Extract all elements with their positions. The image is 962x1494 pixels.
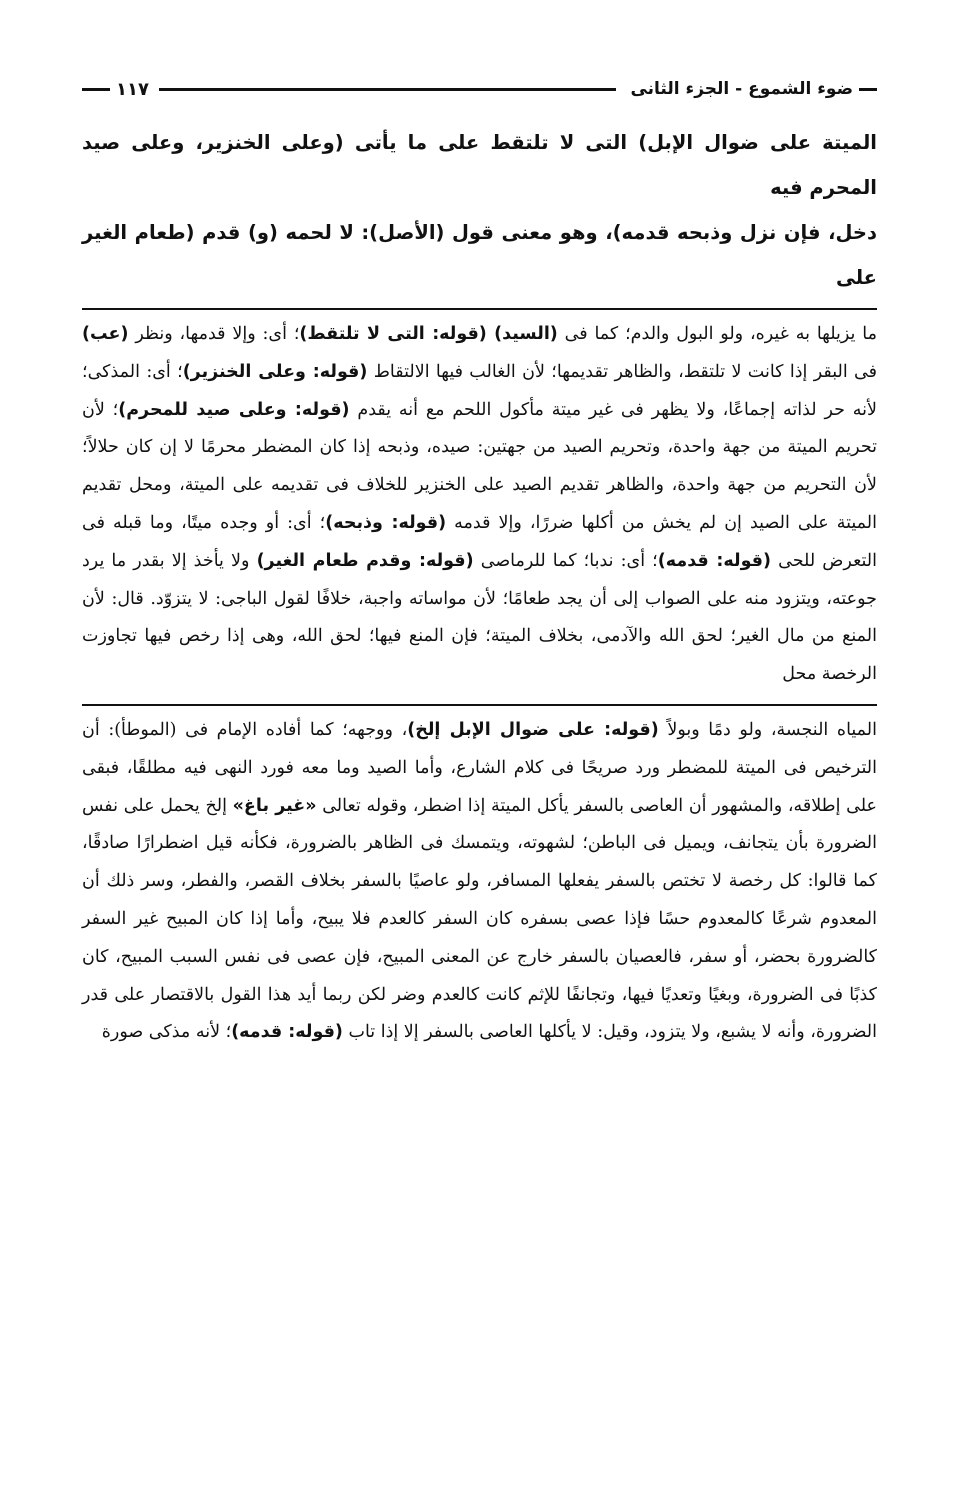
header-dash-right [859, 88, 877, 91]
main-text-line: دخل، فإن نزل وذبحه قدمه)، وهو معنى قول (الأصل): لا لحمه (و) قدم (طعام الغير على [82, 221, 877, 289]
commentary-text: ولا يأخذ إلا بقدر ما يرد جوعته، ويتزود منه على الصواب إلى أن يجد طعامًا؛ لأن مواساته واجبة، خلافًا لقول الباجى: لا يتزوّد. قال: لأن المنع من مال الغير؛ لحق الله والآدمى، بخلاف الميتة؛ فإن المنع فيها؛ لحق الله، وهى إذا رخص فيها تجاوزت الرخصة محل [82, 550, 877, 685]
commentary-text: ؛ أى: ندبا؛ كما للرماصى [473, 550, 658, 571]
main-text [82, 120, 877, 300]
bold-citation: (قوله: وعلى الخنزير) [182, 361, 368, 382]
bold-citation: (عب) [82, 324, 129, 344]
commentary-2 [82, 712, 877, 1052]
bold-citation: (قوله: على ضوال الإبل إلخ) [407, 719, 659, 740]
running-title: ضوء الشموع - الجزء الثانى [630, 79, 853, 99]
commentary-text: ؛ أى: أو وجده ميتًا، وما قبله فى التعرض للحى [82, 512, 877, 571]
bold-citation: (السيد) (قوله: التى لا تلتقط) [299, 324, 558, 344]
commentary-text: ما يزيلها به غيره، ولو البول والدم؛ كما فى [557, 324, 877, 344]
bold-citation: (قوله: وذبحه) [325, 512, 447, 533]
commentary-text: المياه النجسة، ولو دمًا وبولاً [658, 719, 877, 740]
bold-citation: «غير باغ» [232, 795, 317, 816]
commentary-text: إلخ يحمل على نفس الضرورة بأن يتجانف، ويميل فى الباطن؛ لشهوته، ويتمسك فى الظاهر بالضرورة، فكأنه قيل اضطرارًا صادقًا، كما قالوا: كل رخصة لا تختص بالسفر يفعلها المسافر، ولو عاصيًا بالسفر بخلاف القصر، والفطر، وسر ذلك أن المعدوم شرعًا كالمعدوم حسًا فإذا عصى بسفره كان السفر كالعدم فلا يبيح، وأما إذا كان المبيح غير السفر كالضرورة بحضر، أو سفر، فالعصيان بالسفر خارج عن المعنى المبيح، فإن عصى فى نفس السبب المبيح، كان كذبًا فى الضرورة، وبغيًا وتعديًا فيها، وتجانفًا للإثم كانت كالعدم وضر لكن ربما أيد هذا القول بالاقتصار على قدر الضرورة، وأنه لا يشبع، ولا يتزود، وقيل: لا يأكلها العاصى بالسفر إلا إذا تاب [82, 795, 877, 1043]
bold-citation: (قوله: وقدم طعام الغير) [256, 550, 474, 571]
commentary-text: ؛ لأنه مذكى صورة [101, 1022, 232, 1043]
commentary-paragraph [82, 316, 877, 694]
bold-citation: (قوله: قدمه) [231, 1022, 343, 1043]
running-header [82, 70, 877, 108]
commentary-text: ؛ لأن تحريم الميتة من جهة واحدة، وتحريم الصيد من جهتين: صيده، وذبحه إذا كان المضطر محرمًا لا إن كان حلالاً؛ لأن التحريم من جهة واحدة، والظاهر تقديم الصيد على الخنزير للخلاف فى تقديمه على الميتة، ومحل تقديم الميتة على الصيد إن لم يخش من أكلها ضررًا، وإلا قدمه [82, 399, 877, 533]
page-number: ١١٧ [116, 78, 149, 100]
section-divider [82, 308, 877, 310]
bold-citation: (قوله: قدمه) [657, 550, 772, 571]
commentary-text: ، ووجهه؛ كما أفاده الإمام فى (الموطأ): أن الترخيص فى الميتة للمضطر ورد صريحًا فى كلام الشارع، وأما الصيد وما معه فورد النهى فيه مطلقًا، فبقى على إطلاقه، والمشهور أن العاصى بالسفر يأكل الميتة إذا اضطر، وقوله تعالى [82, 719, 877, 816]
commentary-1 [82, 316, 877, 694]
book-page [82, 70, 877, 1052]
section-divider [82, 704, 877, 706]
header-dash-left [82, 88, 110, 91]
main-text-line: الميتة على ضوال الإبل) التى لا تلتقط على ما يأتى (وعلى الخنزير، وعلى صيد المحرم فيه [82, 131, 877, 199]
commentary-text: ؛ أى: المذكى؛ لأنه حر لذاته إجماعًا، ولا يظهر فى غير ميتة مأكول اللحم مع أنه يقدم [82, 361, 877, 420]
bold-citation: (قوله: وعلى صيد للمحرم) [118, 399, 350, 420]
header-rule [159, 88, 617, 91]
commentary-paragraph [82, 712, 877, 1052]
commentary-text: ؛ أى: وإلا قدمها، ونظر [128, 324, 300, 344]
commentary-text: فى البقر إذا كانت لا تلتقط، والظاهر تقديمها؛ لأن الغالب فيها الالتقاط [367, 361, 877, 382]
